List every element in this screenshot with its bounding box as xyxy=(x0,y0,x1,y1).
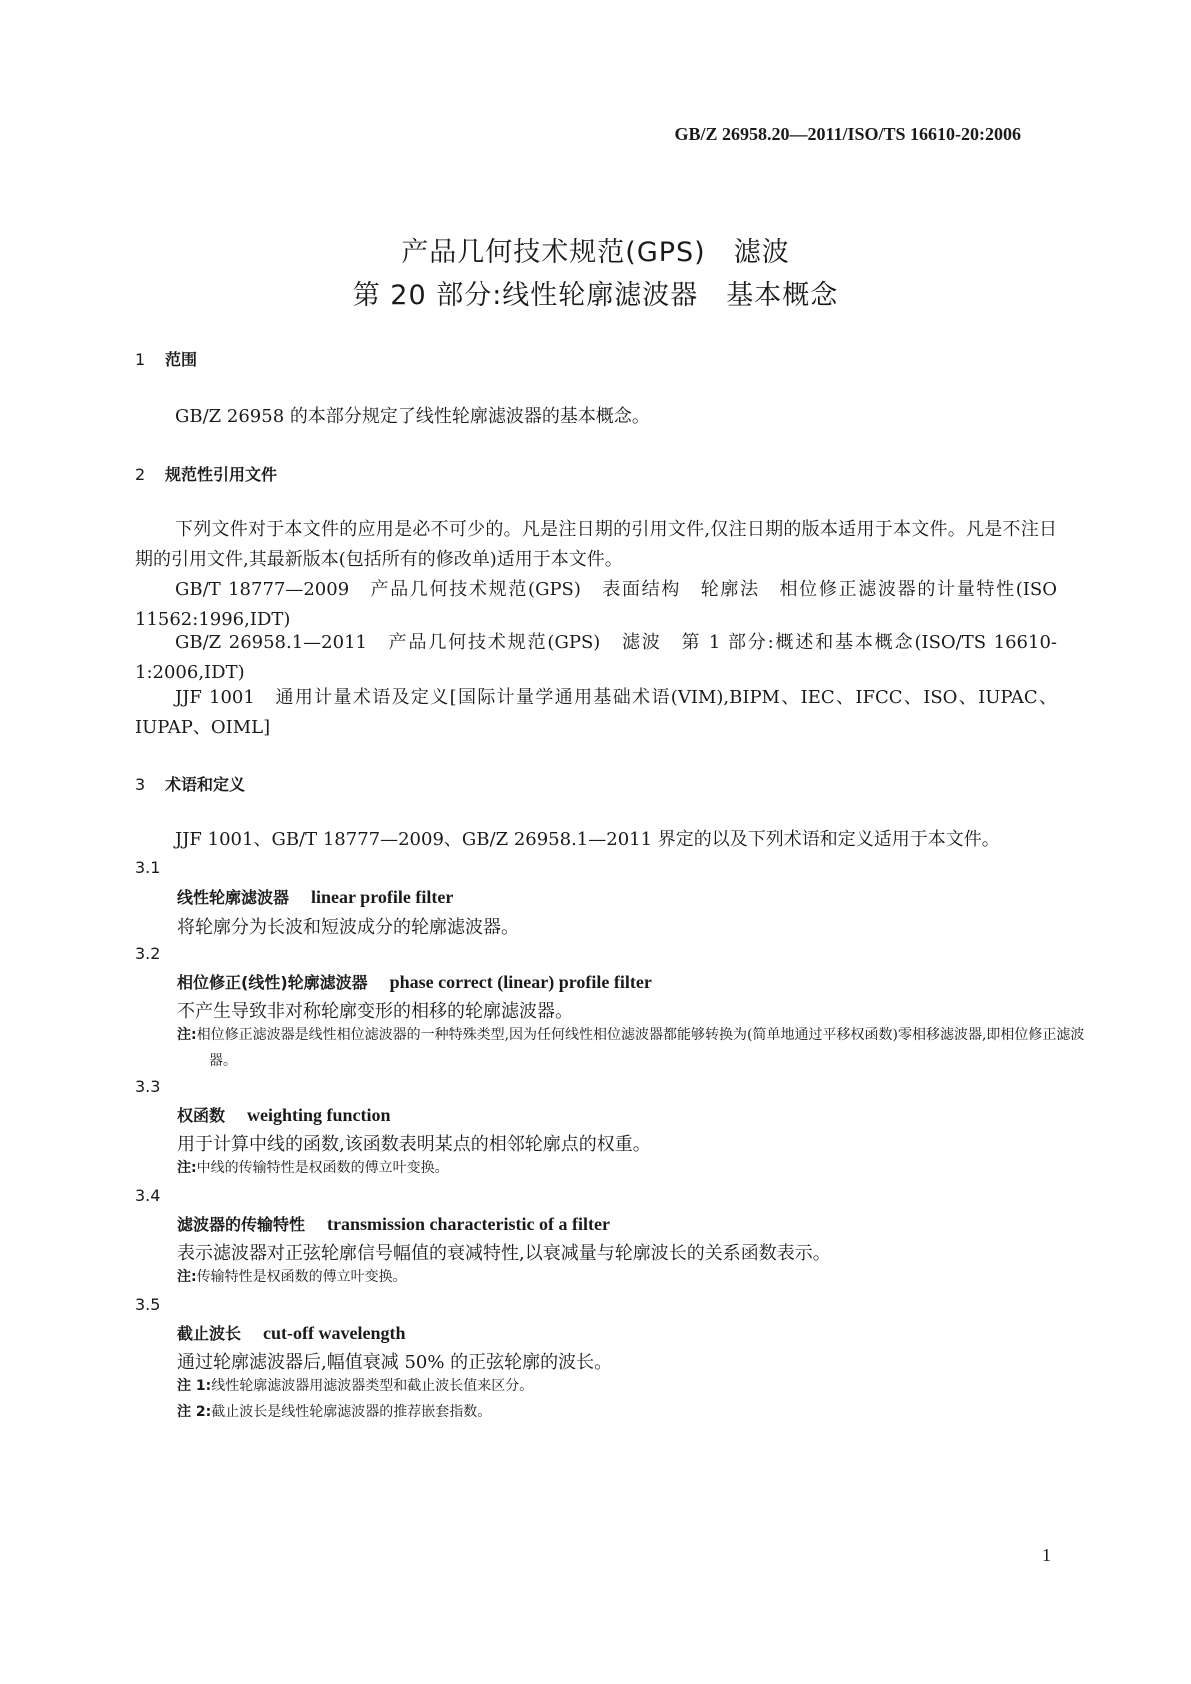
note-text: 截止波长是线性轮廓滤波器的推荐嵌套指数。 xyxy=(211,1404,492,1420)
reference-item: JJF 1001 通用计量术语及定义[国际计量学通用基础术语(VIM),BIPM、IEC、IFCC、ISO、IUPAC、IUPAP、OIML] xyxy=(135,687,1057,738)
term-note xyxy=(177,1022,1089,1074)
section-title: 范围 xyxy=(165,350,198,369)
note-label: 注 1: xyxy=(177,1378,212,1394)
term-heading xyxy=(177,970,652,993)
term-chinese: 截止波长 xyxy=(177,1324,242,1343)
reference-item: GB/T 18777—2009 产品几何技术规范(GPS) 表面结构 轮廓法 相位修正滤波器的计量特性(ISO 11562:1996,IDT) xyxy=(135,579,1057,630)
note-label: 注: xyxy=(177,1269,197,1285)
document-title-line2: 第 20 部分:线性轮廓滤波器 基本概念 xyxy=(352,280,839,311)
term-english: weighting function xyxy=(247,1105,391,1125)
term-number: 3.4 xyxy=(135,1186,161,1205)
term-english: phase correct (linear) profile filter xyxy=(389,972,652,992)
note-label: 注 2: xyxy=(177,1404,212,1420)
note-text: 中线的传输特性是权函数的傅立叶变换。 xyxy=(196,1160,449,1176)
term-definition: 将轮廓分为长波和短波成分的轮廓滤波器。 xyxy=(177,917,519,938)
scope-paragraph: GB/Z 26958 的本部分规定了线性轮廓滤波器的基本概念。 xyxy=(175,406,650,427)
section-heading-normative-references xyxy=(135,462,277,485)
term-english: transmission characteristic of a filter xyxy=(327,1214,610,1234)
document-title-line1: 产品几何技术规范(GPS) 滤波 xyxy=(401,237,790,268)
term-definition: 用于计算中线的函数,该函数表明某点的相邻轮廓点的权重。 xyxy=(177,1134,651,1155)
section-heading-terms-and-definitions xyxy=(135,772,245,795)
term-chinese: 滤波器的传输特性 xyxy=(177,1215,306,1234)
term-definition: 通过轮廓滤波器后,幅值衰减 50% 的正弦轮廓的波长。 xyxy=(177,1352,613,1373)
terms-intro-paragraph: JJF 1001、GB/T 18777—2009、GB/Z 26958.1—2011 界定的以及下列术语和定义适用于本文件。 xyxy=(175,829,1000,850)
section-number: 3 xyxy=(135,775,146,794)
term-heading xyxy=(177,885,453,908)
page-number: 1 xyxy=(1042,1545,1051,1565)
term-english: linear profile filter xyxy=(311,887,454,907)
references-intro-paragraph: 下列文件对于本文件的应用是必不可少的。凡是注日期的引用文件,仅注日期的版本适用于本文件。凡是不注日期的引用文件,其最新版本(包括所有的修改单)适用于本文件。 xyxy=(135,519,1057,570)
note-label: 注: xyxy=(177,1160,197,1176)
standard-code: GB/Z 26958.20—2011/ISO/TS 16610-20:2006 xyxy=(674,124,1021,144)
term-english: cut-off wavelength xyxy=(263,1323,406,1343)
term-heading xyxy=(177,1321,406,1344)
term-note xyxy=(177,1399,1057,1425)
term-number: 3.5 xyxy=(135,1295,161,1314)
section-title: 术语和定义 xyxy=(165,775,246,794)
term-chinese: 权函数 xyxy=(177,1106,226,1125)
section-heading-scope xyxy=(135,347,197,370)
term-heading xyxy=(177,1103,391,1126)
term-number: 3.1 xyxy=(135,858,161,877)
section-title: 规范性引用文件 xyxy=(165,465,278,484)
reference-item: GB/Z 26958.1—2011 产品几何技术规范(GPS) 滤波 第 1 部分:概述和基本概念(ISO/TS 16610-1:2006,IDT) xyxy=(135,632,1057,683)
term-note xyxy=(177,1264,1057,1290)
term-heading xyxy=(177,1212,610,1235)
section-number: 2 xyxy=(135,465,146,484)
note-label: 注: xyxy=(177,1027,197,1043)
term-definition: 不产生导致非对称轮廓变形的相移的轮廓滤波器。 xyxy=(177,1001,573,1022)
term-definition: 表示滤波器对正弦轮廓信号幅值的衰减特性,以衰减量与轮廓波长的关系函数表示。 xyxy=(177,1243,831,1264)
note-text: 相位修正滤波器是线性相位滤波器的一种特殊类型,因为任何线性相位滤波器都能够转换为(简单地通过平移权函数)零相移滤波器,即相位修正滤波器。 xyxy=(196,1027,1085,1069)
note-text: 传输特性是权函数的傅立叶变换。 xyxy=(196,1269,407,1285)
term-chinese: 相位修正(线性)轮廓滤波器 xyxy=(177,973,368,992)
note-text: 线性轮廓滤波器用滤波器类型和截止波长值来区分。 xyxy=(211,1378,534,1394)
term-note xyxy=(177,1155,1057,1181)
section-number: 1 xyxy=(135,350,146,369)
term-note xyxy=(177,1373,1057,1399)
term-number: 3.2 xyxy=(135,944,161,963)
term-chinese: 线性轮廓滤波器 xyxy=(177,888,290,907)
term-number: 3.3 xyxy=(135,1077,161,1096)
